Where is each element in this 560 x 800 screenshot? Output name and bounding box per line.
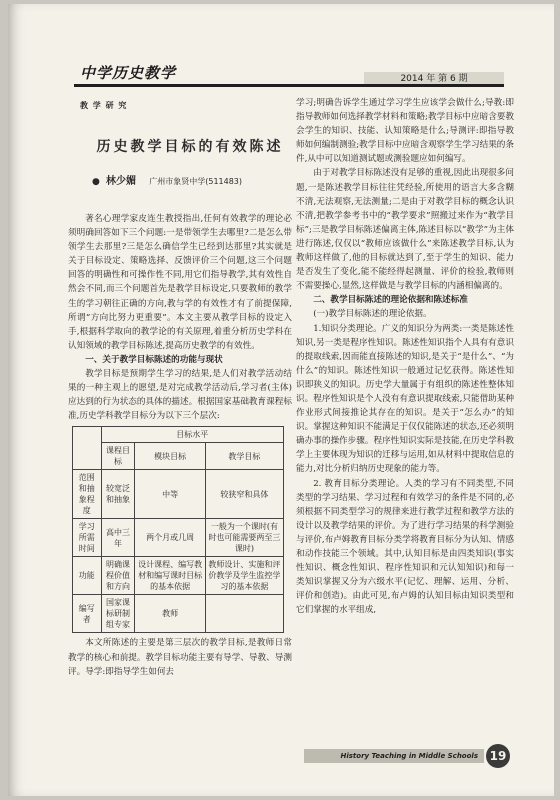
body-paragraph: 学习;明确告诉学生通过学习学生应该学会做什么;导教:即指导教师如何选择教学材料和策略;教学目标中应暗含要教会学生的知识、技能、认知策略是什么;导测评:即指导教师如何编制测验;教学目标中应暗含观察学生学习结果的条件,从中可以知道测试题或测验题应如何编写。 [296, 98, 514, 165]
table-row-label: 学习所需时间 [73, 519, 102, 557]
page-number: 19 [486, 744, 510, 768]
section-heading-1: 一、关于教学目标陈述的功能与现状 [85, 354, 223, 365]
byline [92, 172, 242, 187]
table-cell: 高中三年 [101, 519, 135, 557]
header-rule [74, 84, 504, 87]
table-row-label: 功能 [73, 557, 102, 595]
table-cell: 两个月或几周 [135, 519, 205, 557]
section-heading-2: 二、教学目标陈述的理论依据和陈述标准 [313, 295, 468, 306]
table-cell: 中等 [135, 470, 205, 519]
bullet-icon: ● [92, 177, 100, 187]
left-column [68, 212, 292, 679]
section-label: 教 学 研 究 [80, 101, 128, 110]
right-column [296, 96, 514, 617]
table-row [73, 595, 284, 633]
author-affiliation: 广州市象贤中学(511483) [149, 177, 243, 186]
running-footer: History Teaching in Middle Schools [304, 749, 484, 763]
table-col-header: 课程目标 [101, 443, 135, 470]
body-paragraph: 教学目标是预期学生学习的结果,是人们对教学活动结果的一种主观上的愿望,是对完成教学活动后,学习者(主体)应达到的行为状态的具体的描述。根据国家基础教育课程标准,历史学科教学目标分为以下三个层次: [68, 369, 292, 422]
goal-levels-table [72, 426, 284, 633]
table-cell: 教师 [135, 595, 205, 633]
table-cell: 明确课程价值和方向 [101, 557, 135, 595]
table-corner [73, 427, 102, 470]
table-cell: 一般为一个课时(有时也可能需要两至三课时) [205, 519, 283, 557]
journal-page [8, 4, 554, 796]
table-row [73, 557, 284, 595]
table-cell: 国家课标研制组专家 [101, 595, 135, 633]
intro-paragraph: 著名心理学家皮连生教授指出,任何有效教学的理论必须明确回答如下三个问题:一是带领学生去哪里?二是怎么带领学生去那里?三是怎么确信学生已经到达那里?其实就是关于目标设定、策略选择、反馈评价三个问题,这三个问题回答的明确性和可操作性不同,用它们指导教学,其有效性自然会不同,而三个问题首先是教学目标设定,只要教师的教学生的学习朝往正确的方向,教与学的有效性才有了前提保障,所谓“方向比努力更重要”。本文主要从教学目标的设定入手,根据科学取向的教学论的有关原理,着重分析历史学科在认知领域的教学目标陈述,提高历史教学的有效性。 [68, 214, 292, 351]
journal-logo: 中学历史教学 [80, 64, 177, 82]
table-cell: 较宽泛和抽象 [101, 470, 135, 519]
body-paragraph: 2. 教育目标分类理论。人类的学习有不同类型,不同类型的学习结果、学习过程和有效学习的条件是不同的,必须根据不同类型学习的规律来进行教学过程和教学方法的设计以及教学结果的评价。为了进行学习结果的科学测验与评价,布卢姆教育目标分类学将教育目标分为认知、情感和动作技能三个领域。其中,认知目标是由四类知识(事实性知识、概念性知识、程序性知识和元认知知识)和每一类知识掌握又分为六级水平(记忆、理解、运用、分析、评价和创造)。由此可见,布卢姆的认知目标由知识类型和它们掌握的水平组成, [296, 478, 514, 616]
table-row-label: 编写者 [73, 595, 102, 633]
table-header-top: 目标水平 [101, 427, 283, 443]
body-paragraph: 本文所陈述的主要是第三层次的教学目标,是教师日常教学的核心和前提。教学目标功能主要有导学、导教、导测评。导学:即指导学生如何去 [68, 638, 292, 677]
table-cell: 设计课程、编写教材和编写课时目标的基本依据 [135, 557, 205, 595]
body-paragraph: 由于对教学目标陈述没有足够的重视,因此出现很多问题,一是陈述教学目标往往凭经验,所使用的语言大多含糊不清,无法观察,无法测量;二是由于对教学目标的概念认识不清,把教学参考书中的“教学要求”照搬过来作为“教学目标”;三是教学目标陈述偏离主体,陈述目标以“教学”为主体进行陈述,仅仅以“教师应该做什么”来陈述教学目标,认为教师这样做了,他的目标就达到了,至于学生的知识、能力是否发生了变化,能不能经得起测量、评价的检验,教师则不需要操心,显然,这样做是与教学目标的内涵相偏离的。 [296, 168, 514, 292]
body-paragraph: 1.知识分类理论。广义的知识分为两类:一类是陈述性知识,另一类是程序性知识。陈述性知识指个人具有有意识的提取线索,因而能直接陈述的知识,是关于“是什么”、“为什么”的知识。陈述性知识一般通过记忆获得。陈述性知识即狭义的知识。历史学大量属于有组织的陈述性整体知识。程序性知识是个人没有有意识提取线索,只能借助某种作业形式间接推论其存在的知识。是关于“怎么办”的知识。掌握这种知识不能满足于仅仅能陈述的状态,还必须明确办事的操作步骤。程序性知识实际是技能,在历史学科教学上主要体现为知识的迁移与运用,如从材料中提取信息的能力,对比分析归纳历史现象的能力等。 [296, 323, 514, 475]
table-col-header: 教学目标 [205, 443, 283, 470]
author-name: 林少媚 [106, 176, 137, 187]
table-cell [205, 595, 283, 633]
sub-heading: (一)教学目标陈述的理论依据。 [313, 309, 432, 320]
table-cell: 教师设计、实施和评价教学及学生监控学习的基本依据 [205, 557, 283, 595]
issue-label: 2014 年 第 6 期 [364, 72, 504, 86]
table-row [73, 470, 284, 519]
table-row-label: 范围和抽象程度 [73, 470, 102, 519]
article-title: 历史教学目标的有效陈述 [96, 139, 284, 155]
table-col-header: 模块目标 [135, 443, 205, 470]
table-cell: 较狭窄和具体 [205, 470, 283, 519]
table-row [73, 519, 284, 557]
